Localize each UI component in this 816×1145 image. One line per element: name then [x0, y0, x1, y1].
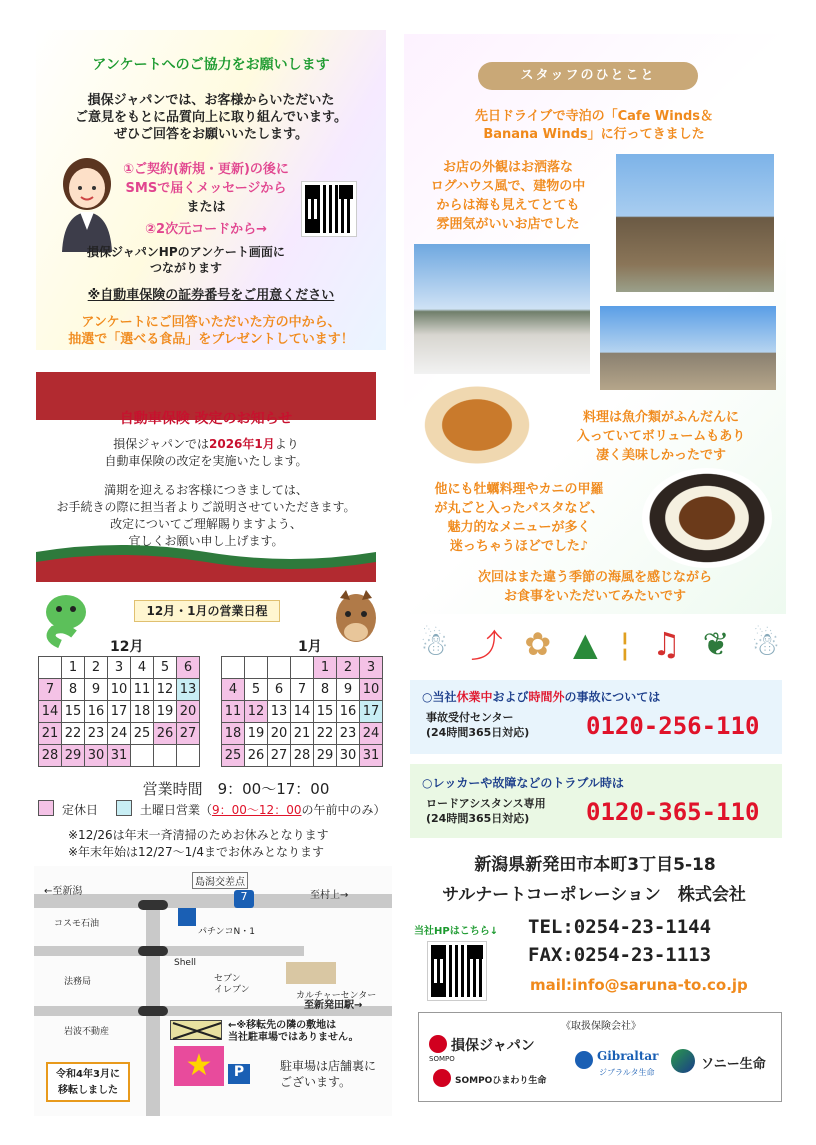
calendar-day: 5 — [245, 679, 268, 701]
survey-panel — [36, 30, 386, 350]
candy-cane-icon: ⤴ — [470, 627, 503, 665]
calendar-day: 28 — [291, 745, 314, 767]
office-star-icon[interactable]: ★ — [174, 1046, 224, 1086]
calendar-day: 6 — [177, 657, 200, 679]
calendar-day: 26 — [154, 723, 177, 745]
map-parking-a: 駐車場は店舗裏に — [280, 1059, 377, 1073]
calendar-day: 8 — [314, 679, 337, 701]
calendar-day: 10 — [108, 679, 131, 701]
tree-icon: ▲ — [573, 625, 598, 663]
accident-head-hl1: 休業中 — [456, 690, 493, 704]
map-pachinko: パチンコN・1 — [198, 927, 256, 937]
survey-qr-code[interactable] — [302, 182, 356, 236]
map-seven-b: イレブン — [214, 985, 250, 995]
calendar-day: 18 — [131, 701, 154, 723]
road-center-name: ロードアシスタンス専用 — [426, 797, 546, 810]
legend-weekend-time: 9：00～12：00 — [212, 803, 302, 817]
insurer-sompo-small: SOMPO — [429, 1055, 455, 1063]
insurer-gibraltar: Gibraltar — [597, 1049, 659, 1063]
survey-intro-3: ぜひご回答をお願いいたします。 — [114, 127, 308, 142]
calendar-day: 31 — [108, 745, 131, 767]
calendar-day — [131, 745, 154, 767]
traffic-light-icon — [138, 946, 168, 956]
calendar-dec — [38, 656, 200, 767]
parking-icon: P — [228, 1064, 250, 1084]
calendar-day: 27 — [177, 723, 200, 745]
map-intersection: 島潟交差点 — [192, 872, 248, 889]
calendar-week — [39, 723, 200, 745]
culture-center-icon — [286, 962, 336, 984]
survey-option2: ②2次元コードから→ — [145, 222, 267, 237]
staff-more-d: 迷っちゃうほどでした♪ — [449, 539, 589, 554]
himawari-logo-icon — [433, 1069, 451, 1087]
access-map — [34, 866, 392, 1116]
map-cosmo: コスモ石油 — [54, 919, 100, 929]
calendar-day: 9 — [85, 679, 108, 701]
calendar-week — [39, 657, 200, 679]
staff-next-text — [404, 568, 786, 606]
company-address: 新潟県新発田市本町3丁目5-18 — [474, 855, 716, 875]
accident-head-hl2: 時間外 — [528, 690, 565, 704]
calendar-day — [154, 745, 177, 767]
cafe-interior-photo — [414, 244, 590, 374]
survey-policy-note: ※自動車保険の証券番号をご用意ください — [87, 288, 335, 303]
road-phone[interactable]: 0120-365-110 — [586, 798, 760, 826]
notice-body — [36, 436, 376, 550]
road-center-hours: (24時間365日対応) — [426, 812, 530, 825]
calendar-day: 26 — [245, 745, 268, 767]
accident-heading — [422, 688, 660, 705]
survey-gift-a: アンケートにご回答いただいた方の中から、 — [81, 315, 341, 330]
company-hp-qr-code[interactable] — [428, 942, 486, 1000]
calendar-day: 16 — [85, 701, 108, 723]
insurance-revision-notice — [36, 372, 376, 582]
cafe-side-photo — [600, 306, 776, 390]
notice-line1-pre: 損保ジャパンでは — [113, 437, 209, 451]
staff-food-c: 凄く美味しかったです — [595, 448, 726, 463]
calendar-day: 29 — [62, 745, 85, 767]
moved-badge — [46, 1062, 130, 1102]
calendar-day: 19 — [245, 723, 268, 745]
accident-head-pre: ○当社 — [422, 690, 457, 704]
cafe-exterior-photo — [616, 154, 774, 292]
calendar-day — [245, 657, 268, 679]
map-road-mid — [34, 946, 304, 956]
calendar-day: 3 — [360, 657, 383, 679]
staff-section — [404, 34, 786, 614]
map-culture: カルチャーセンター — [296, 991, 377, 1001]
calendar-day: 13 — [177, 679, 200, 701]
business-hours: 営業時間 9：00～17：00 — [142, 780, 330, 798]
map-to-murakami: 至村上→ — [310, 890, 349, 901]
map-moved-note-a: ←※移転先の隣の敷地は — [228, 1020, 337, 1031]
calendar-day: 29 — [314, 745, 337, 767]
insurer-himawari: SOMPOひまわり生命 — [455, 1076, 547, 1086]
notice-line1-post: より — [274, 437, 299, 451]
insurers-title: 《取扱保険会社》 — [561, 1021, 641, 1032]
company-fax: FAX:0254-23-1113 — [528, 944, 712, 966]
road-center — [426, 796, 546, 826]
staff-banner: スタッフのひとこと — [478, 62, 698, 90]
calendar-day: 11 — [222, 701, 245, 723]
calendar-week — [222, 745, 383, 767]
survey-or: または — [186, 200, 226, 215]
calendar-day: 14 — [39, 701, 62, 723]
staff-head-b: Banana Winds」に行ってきました — [483, 127, 705, 142]
staff-food-text — [544, 408, 778, 465]
traffic-light-icon — [138, 1006, 168, 1016]
notice-line1 — [36, 436, 376, 453]
staff-food-b: 入っていてボリュームもあり — [576, 429, 746, 444]
snake-icon — [40, 592, 96, 652]
calendar-day: 7 — [39, 679, 62, 701]
schedule-title: 12月・1月の営業日程 — [134, 600, 280, 622]
calendar-week — [222, 679, 383, 701]
calendar-day: 22 — [314, 723, 337, 745]
survey-option1-b: SMSで届くメッセージから — [125, 181, 287, 196]
moved-badge-a: 令和4年3月に — [56, 1069, 120, 1080]
staff-next-a: 次回はまた違う季節の海風を感じながら — [477, 570, 712, 585]
survey-hp-a: 損保ジャパンHPのアンケート画面に — [87, 245, 285, 259]
survey-intro-1: 損保ジャパンでは、お客様からいただいた — [87, 93, 335, 108]
insurer-gibraltar-sub: ジブラルタ生命 — [599, 1068, 655, 1077]
neighbor-lot-cross — [170, 1020, 222, 1040]
staff-ext-c: からは海も見えてとても — [436, 198, 580, 213]
calendar-day: 28 — [39, 745, 62, 767]
survey-hp-note — [76, 244, 296, 276]
calendar-day: 18 — [222, 723, 245, 745]
schedule-note2: ※年末年始は12/27～1/4までお休みとなります — [68, 845, 324, 859]
calendar-day: 1 — [62, 657, 85, 679]
calendar-jan — [221, 656, 383, 767]
survey-intro — [36, 92, 386, 143]
calendar-day: 27 — [268, 745, 291, 767]
map-seven-a: セブン — [214, 974, 241, 984]
calendar-day: 31 — [360, 745, 383, 767]
calendar-day: 30 — [337, 745, 360, 767]
snowman-icon: ☃ — [751, 625, 780, 663]
calendar-day: 21 — [39, 723, 62, 745]
map-legal-bureau: 法務局 — [64, 977, 92, 987]
calendar-day: 17 — [360, 701, 383, 723]
staff-head-a: 先日ドライブで寺泊の「Cafe Winds＆ — [474, 109, 713, 124]
notice-line2: 自動車保険の改定を実施いたします。 — [104, 454, 308, 468]
company-email[interactable]: mail:info@saruna-to.co.jp — [530, 976, 748, 994]
sompo-logo-icon — [429, 1035, 447, 1053]
pasta-photo — [416, 380, 538, 470]
map-moved-note-b: 当社駐車場ではありません。 — [228, 1032, 359, 1043]
accident-center-hours: (24時間365日対応) — [426, 726, 530, 739]
legend-weekend-swatch — [116, 800, 132, 816]
calendar-week — [222, 657, 383, 679]
bells-icon: ♫ — [652, 625, 681, 663]
month-dec-label: 12月 — [110, 639, 144, 655]
calendar-day: 20 — [268, 723, 291, 745]
notice-line5: 改定についてご理解賜りますよう、 — [110, 517, 302, 531]
notice-title: 自動車保険 改定のお知らせ — [119, 411, 293, 427]
calendar-day: 7 — [291, 679, 314, 701]
map-parking-b: ございます。 — [280, 1075, 352, 1089]
calendar-week — [39, 745, 200, 767]
calendar-day: 11 — [131, 679, 154, 701]
legend-weekend-label — [140, 801, 385, 818]
calendar-day: 13 — [268, 701, 291, 723]
notice-line6: 宜しくお願い申し上げます。 — [128, 534, 284, 548]
calendar-day: 15 — [62, 701, 85, 723]
calendar-day — [177, 745, 200, 767]
calendar-day: 25 — [131, 723, 154, 745]
map-road-vertical — [146, 894, 160, 1116]
calendar-day: 19 — [154, 701, 177, 723]
staff-ext-d: 雰囲気がいいお店でした — [436, 217, 580, 232]
calendar-day: 12 — [154, 679, 177, 701]
staff-next-b: お食事をいただいてみたいです — [503, 589, 686, 604]
survey-hp-b: つながります — [149, 261, 222, 275]
candle-icon: ¦ — [619, 625, 631, 663]
christmas-decorations — [420, 616, 780, 672]
staff-food-a: 料理は魚介類がふんだんに — [582, 410, 739, 425]
legend-closed-swatch — [38, 800, 54, 816]
calendar-day: 10 — [360, 679, 383, 701]
horse-icon — [328, 588, 384, 650]
notice-bottom-band — [36, 538, 376, 582]
calendar-day — [268, 657, 291, 679]
calendar-day: 5 — [154, 657, 177, 679]
insurer-sompo: 損保ジャパン — [451, 1038, 535, 1054]
survey-intro-2: ご意見をもとに品質向上に取り組んでいます。 — [75, 110, 347, 125]
calendar-day — [39, 657, 62, 679]
notice-date: 2026年1月 — [209, 437, 275, 451]
staff-more-b: が丸ごと入ったパスタなど、 — [434, 501, 604, 516]
accident-contact-box — [410, 680, 782, 754]
road-heading: ○レッカーや故障などのトラブル時は — [422, 776, 624, 790]
map-to-station: 至新発田駅→ — [304, 1000, 363, 1011]
road-assist-box — [410, 764, 782, 838]
curry-photo — [642, 468, 772, 568]
accident-center-name: 事故受付センター — [426, 711, 514, 724]
sony-logo-icon — [671, 1049, 695, 1073]
company-tel[interactable]: TEL:0254-23-1144 — [528, 916, 712, 938]
legend-weekend-pre: 土曜日営業（ — [140, 803, 213, 817]
accident-head-mid: および — [492, 690, 529, 704]
legend-weekend-post: の午前中のみ） — [301, 803, 386, 817]
survey-option1-a: ①ご契約(新規・更新)の後に — [123, 162, 289, 177]
calendar-day — [291, 657, 314, 679]
gibraltar-logo-icon — [575, 1051, 593, 1069]
map-iwanami: 岩波不動産 — [64, 1027, 110, 1037]
map-shell: Shell — [174, 958, 196, 968]
insurers-box — [418, 1012, 782, 1102]
legend-closed-label: 定休日 — [62, 803, 99, 817]
business-schedule — [36, 592, 386, 862]
survey-gift-b: 抽選で「選べる食品」をプレゼントしています！ — [68, 332, 354, 347]
calendar-day: 21 — [291, 723, 314, 745]
calendar-day: 20 — [177, 701, 200, 723]
staff-headline — [424, 108, 764, 144]
insurer-sony: ソニー生命 — [701, 1057, 766, 1072]
map-seven — [214, 974, 250, 996]
staff-ext-a: お店の外観はお洒落な — [442, 160, 573, 175]
accident-head-post: の事故については — [564, 690, 661, 704]
calendar-day: 4 — [222, 679, 245, 701]
calendar-day: 12 — [245, 701, 268, 723]
calendar-day: 23 — [85, 723, 108, 745]
notice-line3: 満期を迎えるお客様につきましては、 — [104, 483, 308, 497]
notice-line4: お手続きの際に担当者よりご説明させていただきます。 — [56, 500, 356, 514]
staff-exterior-text — [408, 158, 608, 234]
gingerbread-icon: ✿ — [524, 625, 552, 663]
accident-phone[interactable]: 0120-256-110 — [586, 712, 760, 740]
calendar-week — [39, 701, 200, 723]
calendar-day: 6 — [268, 679, 291, 701]
calendar-day: 25 — [222, 745, 245, 767]
calendar-day: 23 — [337, 723, 360, 745]
calendar-day: 8 — [62, 679, 85, 701]
survey-gift — [36, 314, 386, 348]
snowman-icon: ☃ — [420, 625, 449, 663]
staff-more-text — [404, 480, 634, 556]
month-jan-label: 1月 — [298, 639, 322, 655]
calendar-day: 14 — [291, 701, 314, 723]
company-name: サルナートコーポレーション 株式会社 — [442, 885, 746, 905]
calendar-week — [222, 723, 383, 745]
building-icon — [178, 908, 196, 926]
calendar-day — [222, 657, 245, 679]
calendar-day: 30 — [85, 745, 108, 767]
moved-badge-b: 移転しました — [58, 1085, 118, 1096]
holly-icon: ❦ — [702, 625, 730, 663]
calendar-week — [222, 701, 383, 723]
calendar-day: 3 — [108, 657, 131, 679]
staff-ext-b: ログハウス風で、建物の中 — [430, 179, 586, 194]
map-to-niigata: ←至新潟 — [44, 886, 83, 897]
calendar-day: 1 — [314, 657, 337, 679]
company-hp-label: 当社HPはこちら↓ — [414, 926, 499, 937]
calendar-day: 4 — [131, 657, 154, 679]
map-moved-note — [228, 1020, 359, 1044]
calendar-day: 15 — [314, 701, 337, 723]
traffic-light-icon — [138, 900, 168, 910]
survey-title: アンケートへのご協力をお願いします — [92, 57, 330, 73]
calendar-day: 24 — [108, 723, 131, 745]
calendar-day: 2 — [337, 657, 360, 679]
calendar-week — [39, 679, 200, 701]
accident-center — [426, 710, 529, 740]
map-route-sign: 7 — [234, 890, 254, 908]
staff-more-c: 魅力的なメニューが多く — [447, 520, 591, 535]
schedule-note1: ※12/26は年末一斉清掃のためお休みとなります — [68, 828, 329, 842]
calendar-day: 24 — [360, 723, 383, 745]
map-parking-note — [280, 1058, 376, 1090]
calendar-day: 9 — [337, 679, 360, 701]
calendar-day: 2 — [85, 657, 108, 679]
calendar-day: 22 — [62, 723, 85, 745]
staff-more-a: 他にも牡蠣料理やカニの甲羅 — [434, 482, 604, 497]
calendar-day: 17 — [108, 701, 131, 723]
calendar-day: 16 — [337, 701, 360, 723]
